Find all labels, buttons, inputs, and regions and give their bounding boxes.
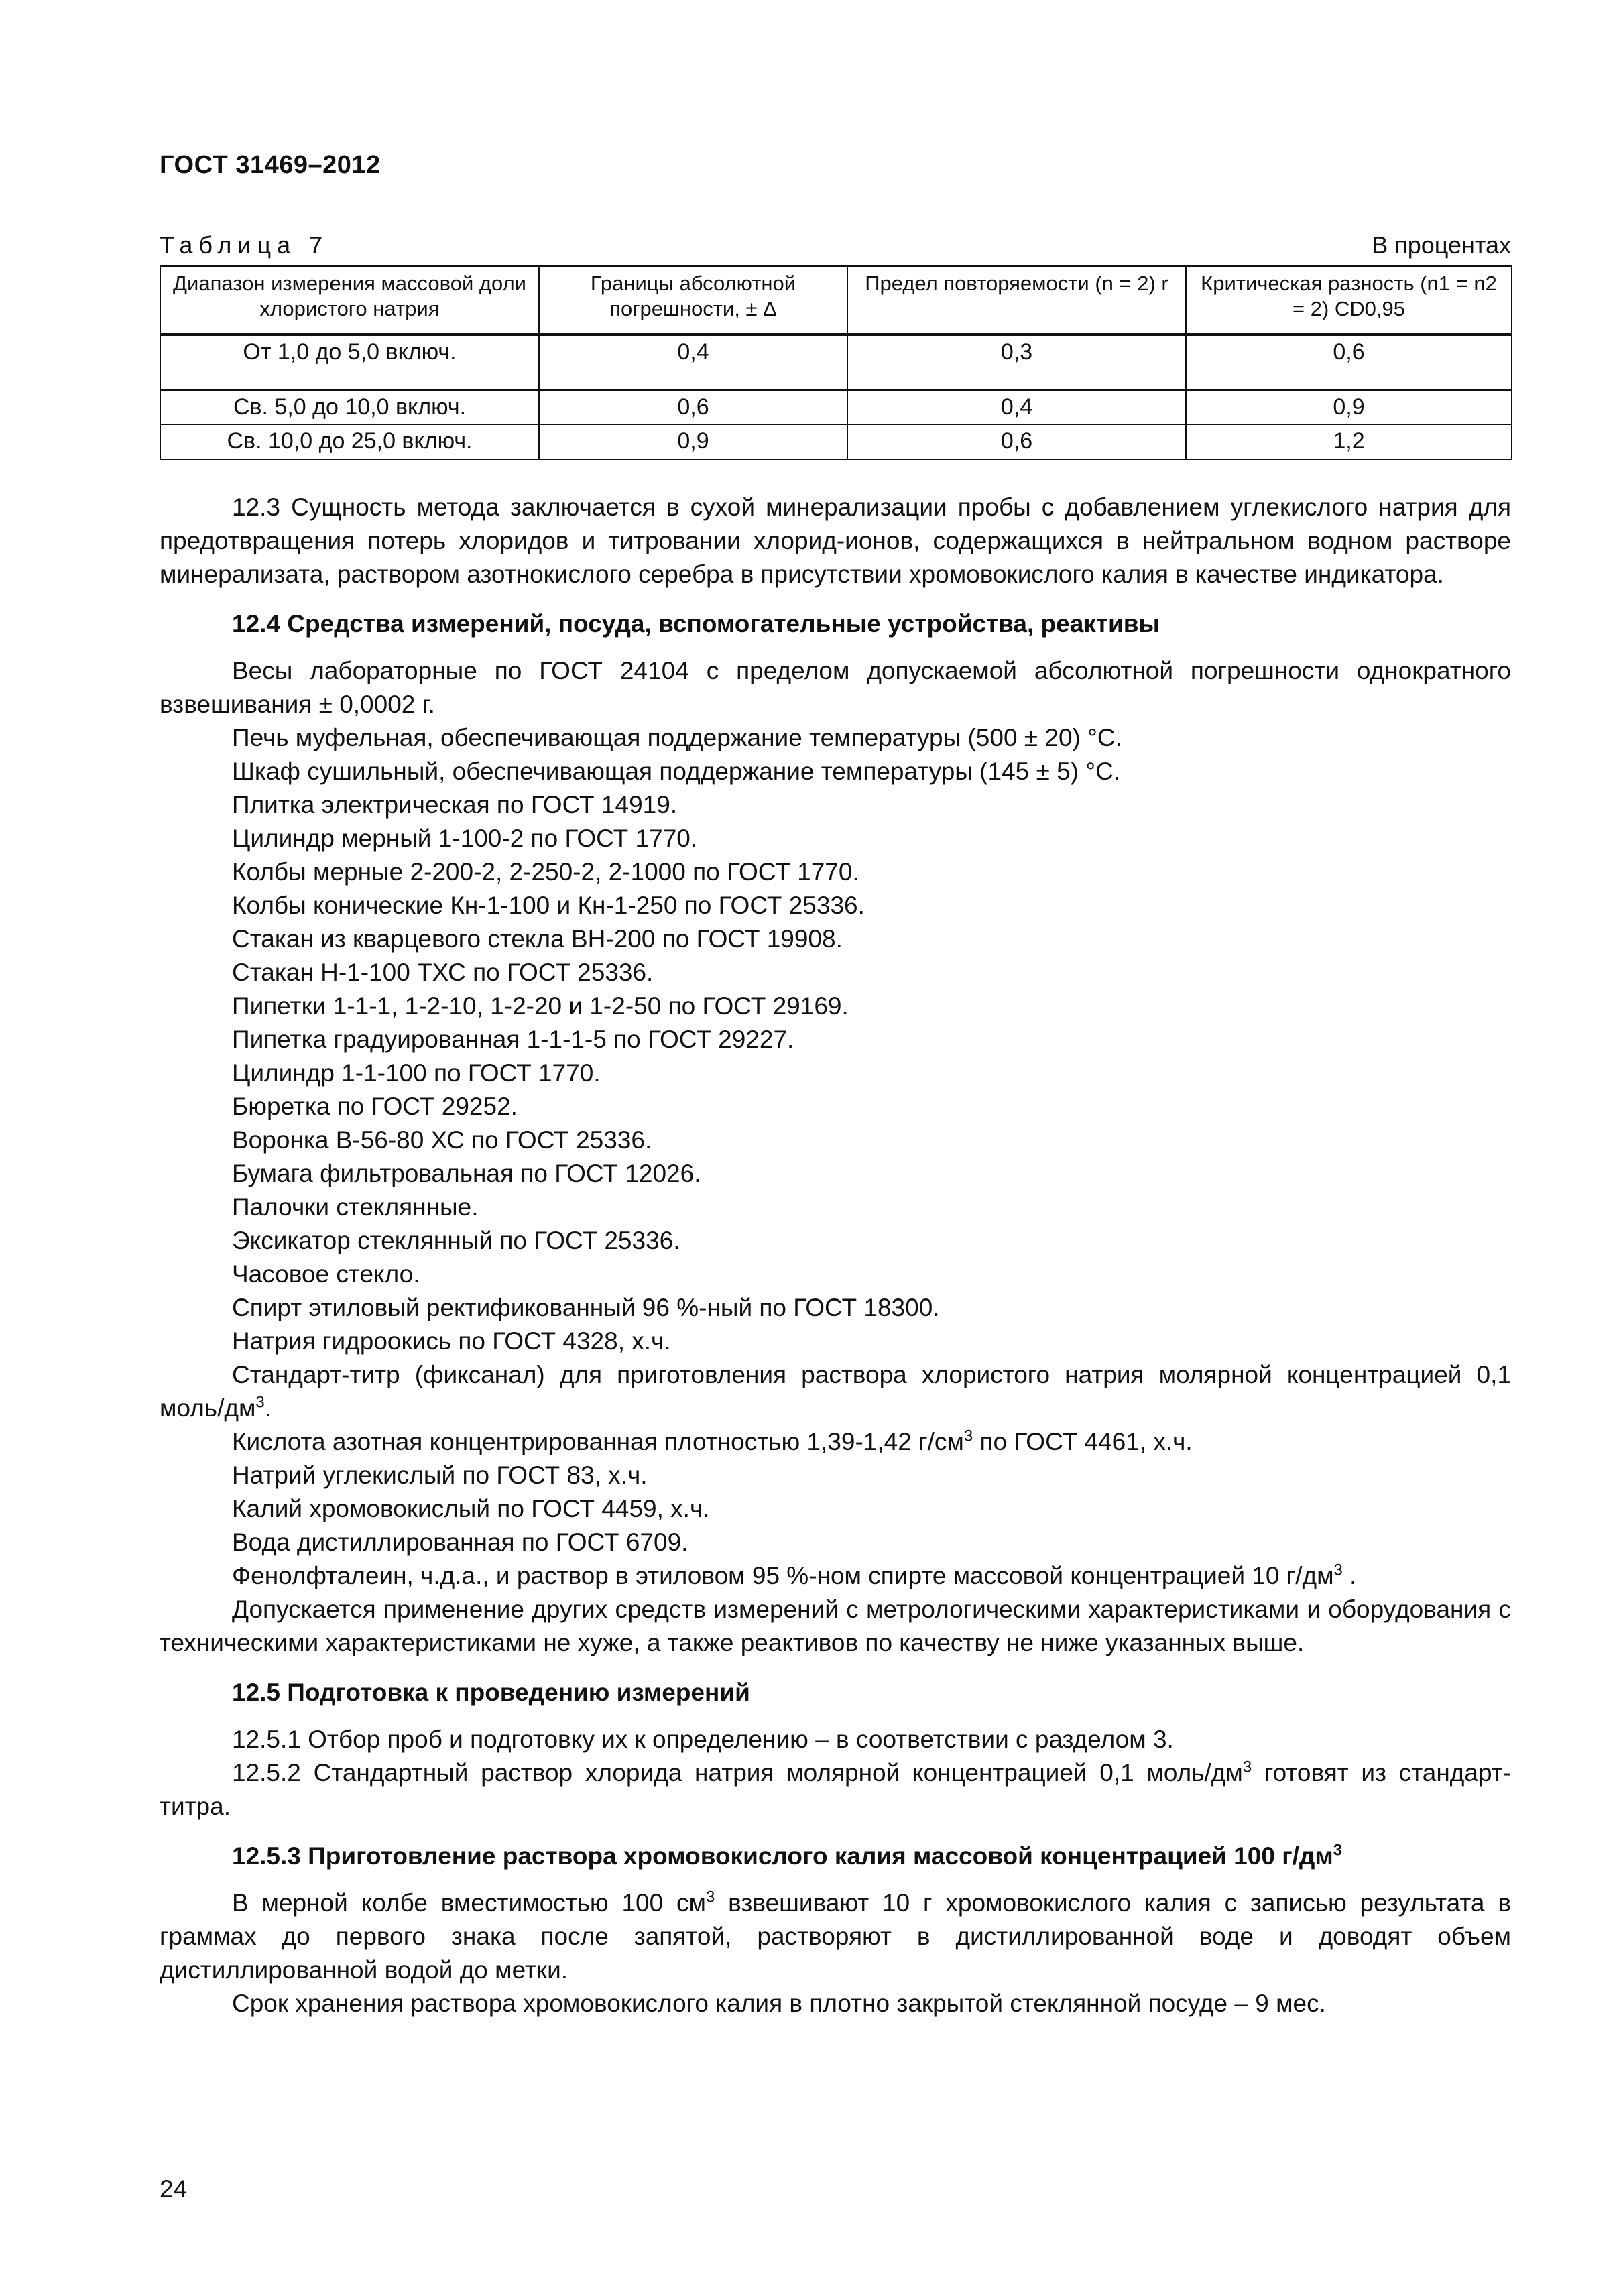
list-item: Цилиндр 1-1-100 по ГОСТ 1770. — [232, 1059, 601, 1087]
list-item: Палочки стеклянные. — [232, 1193, 479, 1221]
list-item: Плитка электрическая по ГОСТ 14919. — [232, 791, 678, 819]
list-item: Пипетки 1-1-1, 1-2-10, 1-2-20 и 1-2-50 по ГОСТ 29169. — [232, 992, 849, 1020]
list-item: Стакан из кварцевого стекла ВН-200 по ГОСТ 19908. — [232, 925, 843, 953]
superscript: 3 — [1242, 1758, 1252, 1776]
table-caption-label: Таблица 7 — [160, 231, 329, 259]
list-item: Вода дистиллированная по ГОСТ 6709. — [232, 1528, 688, 1556]
table-cell: Св. 5,0 до 10,0 включ. — [160, 390, 539, 424]
paragraph-storage: Срок хранения раствора хромовокислого калия в плотно закрытой стеклянной посуде – 9 мес. — [232, 1990, 1326, 2017]
list-item — [160, 1559, 1511, 1593]
list-item: Натрия гидроокись по ГОСТ 4328, х.ч. — [232, 1327, 671, 1355]
list-item — [160, 1425, 1511, 1459]
section-heading-12-5-3 — [160, 1839, 1511, 1873]
table-row — [160, 424, 1512, 459]
table-cell: 1,2 — [1186, 424, 1512, 459]
section-heading-12-5: 12.5 Подготовка к проведению измерений — [232, 1679, 750, 1706]
measurement-table — [160, 265, 1512, 460]
list-item: Бумага фильтровальная по ГОСТ 12026. — [232, 1160, 701, 1187]
table-row — [160, 335, 1512, 391]
list-item: Стакан Н-1-100 ТХС по ГОСТ 25336. — [232, 959, 654, 986]
list-item: Цилиндр мерный 1-100-2 по ГОСТ 1770. — [232, 825, 698, 852]
prep-text-b: взвешивают 10 г хромовокислого калия с записью результата в граммах до первого знака после запятой, растворяют в дистиллированной воде и доводят объем дистиллированной водой до метки. — [160, 1889, 1511, 1984]
table-cell: 0,6 — [1186, 335, 1512, 391]
paragraph-scales: Весы лабораторные по ГОСТ 24104 с пределом допускаемой абсолютной погрешности однократного взвешивания ± 0,0002 г. — [160, 657, 1511, 718]
list-item: Колбы конические Кн-1-100 и Кн-1-250 по ГОСТ 25336. — [232, 892, 865, 919]
h-12-5-3-text: 12.5.3 Приготовление раствора хромовокислого калия массовой концентрацией 100 г/дм — [232, 1842, 1333, 1870]
table-cell: 0,6 — [847, 424, 1186, 459]
paragraph-fixanal: Стандарт-титр (фиксанал) для приготовления раствора хлористого натрия молярной концентрацией 0,1 моль/$дм^3$. — [160, 1361, 1511, 1422]
table-caption — [160, 231, 1511, 259]
table-header-cell: Предел повторяемости (n = 2) r — [847, 266, 1186, 335]
document-body — [160, 491, 1511, 2020]
table-cell: 0,4 — [847, 390, 1186, 424]
list-item: Калий хромовокислый по ГОСТ 4459, х.ч. — [232, 1495, 710, 1522]
p-12-5-2-text: 12.5.2 Стандартный раствор хлорида натрия молярной концентрацией 0,1 моль/дм — [232, 1759, 1243, 1787]
table-cell: 0,9 — [1186, 390, 1512, 424]
list-item: Пипетка градуированная 1-1-1-5 по ГОСТ 29227. — [232, 1026, 794, 1053]
paragraph-12-3: 12.3 Сущность метода заключается в сухой минерализации пробы с добавлением углекислого натрия для предотвращения потерь хлоридов и титровании хлорид-ионов, содержащихся в нейтральном водном растворе минерализата, раствором азотнокислого серебра в присутствии хромовокислого калия в качестве индикатора. — [160, 493, 1511, 588]
table-cell: Св. 10,0 до 25,0 включ. — [160, 424, 539, 459]
table-header-cell: Критическая разность (n1 = n2 = 2) CD0,95 — [1186, 266, 1512, 335]
table-header-cell: Границы абсолютной погрешности, ± Δ — [539, 266, 847, 335]
p-12-5-2-tail: готовят из стандарт-титра. — [160, 1759, 1511, 1820]
superscript: 3 — [1333, 1841, 1343, 1860]
table-units-label: В процентах — [1372, 231, 1511, 259]
list-item: Колбы мерные 2-200-2, 2-250-2, 2-1000 по ГОСТ 1770. — [232, 858, 859, 886]
paragraph-allowed: Допускается применение других средств измерений с метрологическими характеристиками и оборудования с техническими характеристиками не хуже, а также реактивов по качеству не ниже указанных выше. — [160, 1595, 1511, 1656]
table-cell: 0,3 — [847, 335, 1186, 391]
paragraph-preparation — [160, 1886, 1511, 1987]
list-item: Шкаф сушильный, обеспечивающая поддержание температуры (145 ± 5) °С. — [232, 758, 1121, 785]
phenol-text: Фенолфталеин, ч.д.а., и раствор в этиловом 95 %-ном спирте массовой концентрацией 10 г/дм — [232, 1562, 1334, 1589]
table-header-cell: Диапазон измерения массовой доли хлористого натрия — [160, 266, 539, 335]
paragraph-12-5-1: 12.5.1 Отбор проб и подготовку их к определению – в соответствии с разделом 3. — [232, 1726, 1174, 1753]
table-header-row — [160, 266, 1512, 335]
section-heading-12-4: 12.4 Средства измерений, посуда, вспомогательные устройства, реактивы — [232, 610, 1160, 638]
prep-text-a: В мерной колбе вместимостью 100 см — [232, 1889, 706, 1917]
list-item: Натрий углекислый по ГОСТ 83, х.ч. — [232, 1461, 648, 1489]
fixanal-text: Стандарт-титр (фиксанал) для приготовления раствора хлористого натрия молярной концентрацией 0,1 моль/дм — [160, 1361, 1511, 1422]
document-title: ГОСТ 31469–2012 — [160, 151, 381, 179]
superscript: 3 — [963, 1427, 973, 1445]
list-item: Часовое стекло. — [232, 1260, 420, 1288]
table-cell: От 1,0 до 5,0 включ. — [160, 335, 539, 391]
nitric-text: Кислота азотная концентрированная плотностью 1,39-1,42 г/см — [232, 1428, 964, 1455]
superscript: 3 — [1333, 1561, 1343, 1579]
list-item: Спирт этиловый ректификованный 96 %-ный по ГОСТ 18300. — [232, 1294, 940, 1321]
phenol-tail: . — [1342, 1562, 1357, 1589]
table-cell: 0,6 — [539, 390, 847, 424]
list-item: Печь муфельная, обеспечивающая поддержание температуры (500 ± 20) °С. — [232, 724, 1122, 751]
table-row — [160, 390, 1512, 424]
table-cell: 0,9 — [539, 424, 847, 459]
nitric-tail: по ГОСТ 4461, х.ч. — [973, 1428, 1193, 1455]
list-item: Бюретка по ГОСТ 29252. — [232, 1093, 518, 1120]
paragraph-12-5-2 — [160, 1756, 1511, 1823]
superscript: 3 — [705, 1888, 715, 1907]
list-item: Эксикатор стеклянный по ГОСТ 25336. — [232, 1227, 680, 1254]
table-cell: 0,4 — [539, 335, 847, 391]
superscript: 3 — [255, 1393, 265, 1412]
page-number: 24 — [160, 2175, 188, 2203]
list-item: Воронка В-56-80 ХС по ГОСТ 25336. — [232, 1126, 652, 1154]
